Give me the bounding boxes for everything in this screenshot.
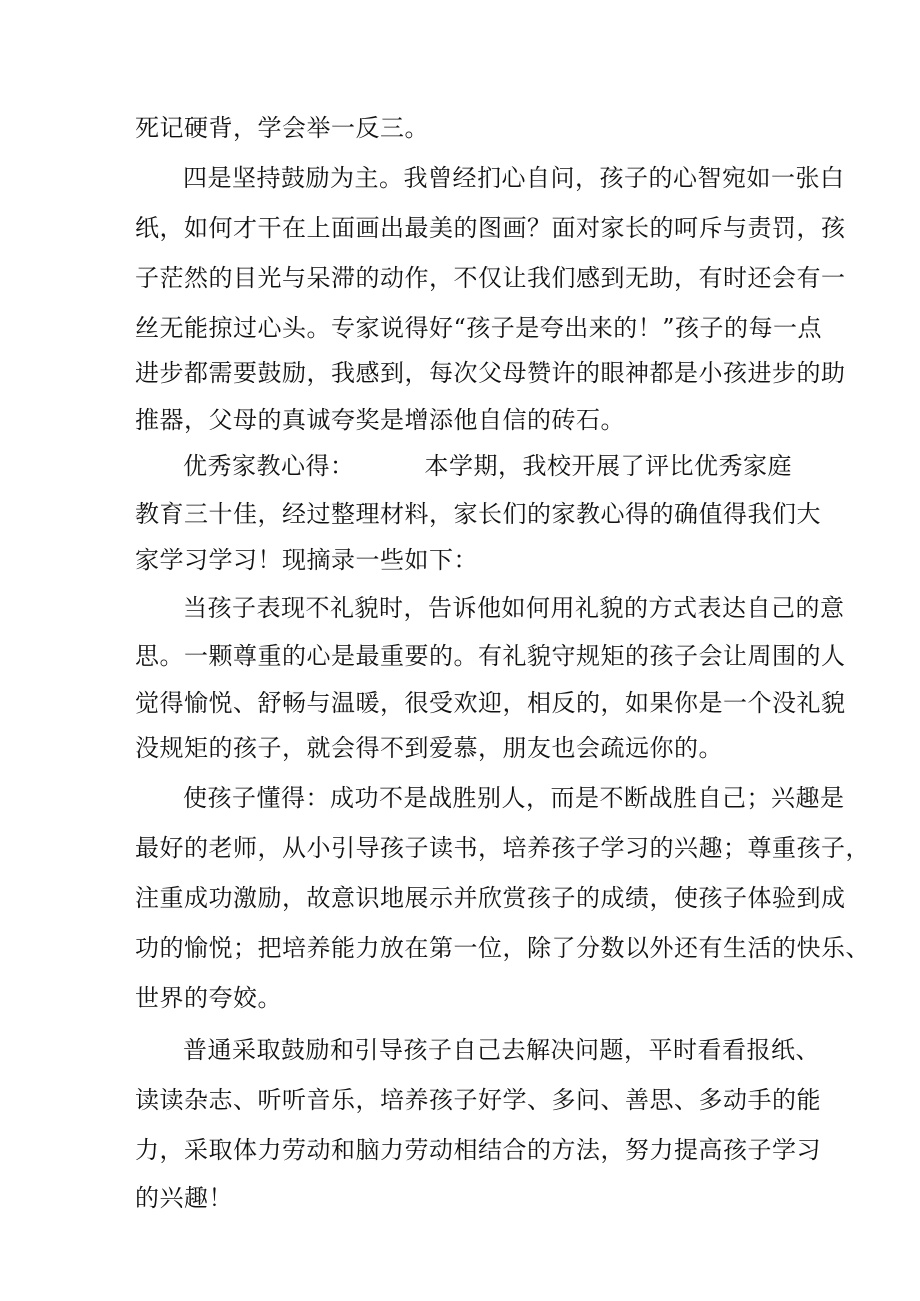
paragraph-line: 世界的夸姣。 — [135, 984, 282, 1012]
section-heading-line — [183, 448, 792, 484]
paragraph-line: 使孩子懂得：成功不是战胜别人，而是不断战胜自己；兴趣是 — [183, 784, 845, 812]
paragraph-line: 四是坚持鼓励为主。我曾经扪心自问，孩子的心智宛如一张白 — [183, 164, 845, 192]
paragraph-line: 力，采取体力劳动和脑力劳动相结合的方法，努力提高孩子学习 — [135, 1136, 821, 1164]
paragraph-line: 死记硬背，学会举一反三。 — [135, 114, 429, 142]
paragraph-line: 子茫然的目光与呆滞的动作，不仅让我们感到无助，有时还会有一 — [135, 264, 846, 292]
paragraph-line: 推器，父母的真诚夸奖是增添他自信的砖石。 — [135, 406, 625, 434]
paragraph-line: 的兴趣！ — [135, 1184, 233, 1212]
paragraph-line: 思。一颗尊重的心是最重要的。有礼貌守规矩的孩子会让周围的人 — [135, 642, 846, 670]
paragraph-line: 纸，如何才干在上面画出最美的图画？面对家长的呵斥与责罚，孩 — [135, 214, 846, 242]
paragraph-line: 没规矩的孩子，就会得不到爱慕，朋友也会疏远你的。 — [135, 734, 723, 762]
section-intro: 本学期，我校开展了评比优秀家庭 — [424, 452, 792, 480]
paragraph-line: 进步都需要鼓励，我感到，每次父母赞许的眼神都是小孩进步的助 — [135, 359, 846, 387]
paragraph-line: 最好的老师，从小引导孩子读书，培养孩子学习的兴趣；尊重孩子， — [135, 834, 870, 862]
paragraph-line: 读读杂志、听听音乐，培养孩子好学、多问、善思、多动手的能 — [135, 1086, 821, 1114]
paragraph-line: 功的愉悦；把培养能力放在第一位，除了分数以外还有生活的快乐、 — [135, 934, 870, 962]
paragraph-line: 普通采取鼓励和引导孩子自己去解决问题，平时看看报纸、 — [183, 1036, 820, 1064]
paragraph-line: 注重成功激励，故意识地展示并欣赏孩子的成绩，使孩子体验到成 — [135, 884, 846, 912]
paragraph-line: 家学习学习！现摘录一些如下： — [135, 546, 478, 574]
paragraph-line: 觉得愉悦、舒畅与温暖，很受欢迎，相反的，如果你是一个没礼貌 — [135, 689, 846, 717]
paragraph-line: 当孩子表现不礼貌时，告诉他如何用礼貌的方式表达自己的意 — [183, 594, 845, 622]
paragraph-line: 丝无能掠过心头。专家说得好“孩子是夸出来的！”孩子的每一点 — [135, 314, 823, 342]
paragraph-line: 教育三十佳，经过整理材料，家长们的家教心得的确值得我们大 — [135, 500, 821, 528]
section-label: 优秀家教心得： — [183, 452, 355, 480]
